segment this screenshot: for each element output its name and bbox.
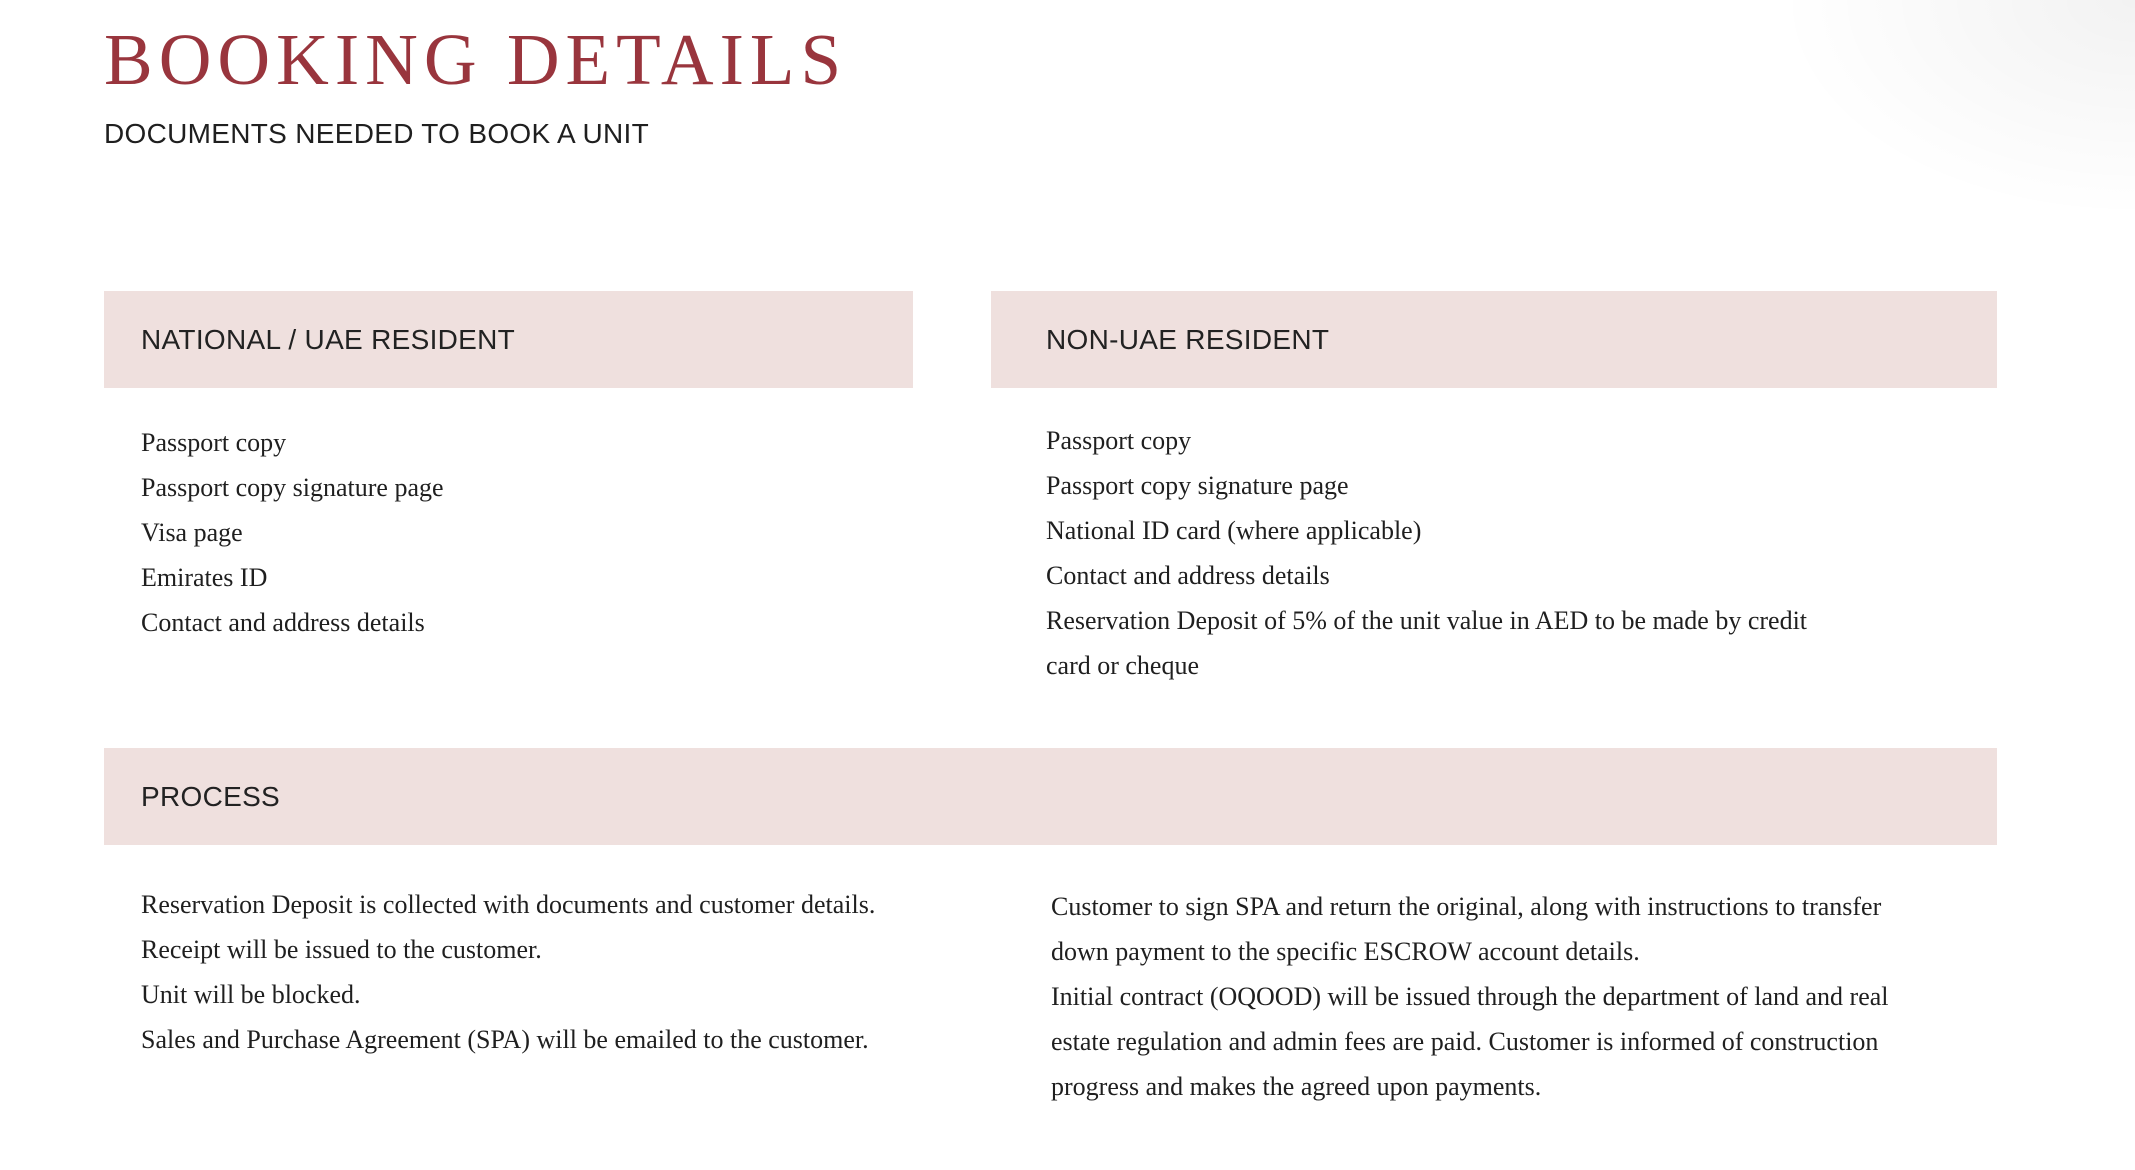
corner-shadow bbox=[1775, 0, 2135, 220]
list-item: Reservation Deposit of 5% of the unit value in AED to be made by credit card or cheque bbox=[1046, 606, 1808, 680]
list-item: Passport copy signature page bbox=[141, 473, 444, 502]
process-section-header bbox=[104, 748, 1997, 845]
list-item: Emirates ID bbox=[141, 563, 268, 592]
national-section-heading: NATIONAL / UAE RESIDENT bbox=[141, 323, 516, 355]
process-step: Receipt will be issued to the customer. bbox=[141, 935, 542, 964]
process-step: Unit will be blocked. bbox=[141, 980, 361, 1009]
process-step: Reservation Deposit is collected with documents and customer details. bbox=[141, 890, 876, 919]
non-uae-documents-list bbox=[1046, 418, 1946, 688]
national-documents-list bbox=[141, 420, 901, 645]
list-item: National ID card (where applicable) bbox=[1046, 516, 1422, 545]
process-step: Customer to sign SPA and return the original, along with instructions to transfer down payment to the specific ESCROW account details. bbox=[1051, 892, 1882, 966]
list-item: Contact and address details bbox=[1046, 561, 1330, 590]
non-uae-section-heading: NON-UAE RESIDENT bbox=[1046, 323, 1330, 355]
page-subtitle: DOCUMENTS NEEDED TO BOOK A UNIT bbox=[104, 118, 650, 149]
non-uae-section-header bbox=[991, 291, 1997, 388]
process-step: Initial contract (OQOOD) will be issued through the department of land and real estate regulation and admin fees are paid. Customer is informed of construction progress and makes the agreed upon payments. bbox=[1051, 982, 1889, 1101]
process-section-heading: PROCESS bbox=[141, 780, 281, 812]
process-step: Sales and Purchase Agreement (SPA) will be emailed to the customer. bbox=[141, 1025, 869, 1054]
process-steps-left bbox=[141, 882, 1011, 1062]
process-steps-right bbox=[1051, 884, 1951, 1109]
list-item: Passport copy bbox=[1046, 426, 1192, 455]
list-item: Visa page bbox=[141, 518, 243, 547]
list-item: Contact and address details bbox=[141, 608, 425, 637]
national-section-header bbox=[104, 291, 913, 388]
list-item: Passport copy signature page bbox=[1046, 471, 1349, 500]
page-title: BOOKING DETAILS bbox=[104, 19, 848, 100]
list-item: Passport copy bbox=[141, 428, 287, 457]
